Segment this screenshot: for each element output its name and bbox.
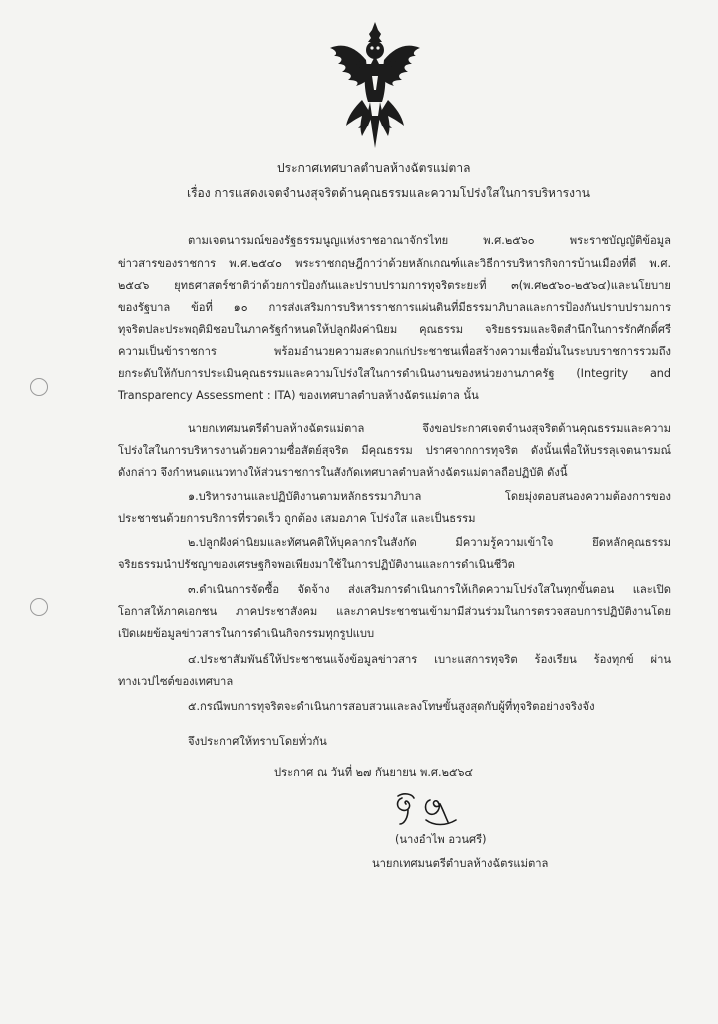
- paragraph-line: ความเป็นข้าราชการ พร้อมอำนวยความสะดวกแก่ประชาชนเพื่อสร้างความเชื่อมั่นในระบบราชการรวมถึง: [118, 345, 671, 358]
- punch-hole-icon: [30, 378, 48, 396]
- list-item: โอกาสให้ภาคเอกชน ภาคประชาสังคม และภาคประชาชนเข้ามามีส่วนร่วมในการตรวจสอบการปฏิบัติงานโดย: [118, 605, 671, 618]
- list-item: ๕.กรณีพบการทุจริตจะดำเนินการสอบสวนและลงโทษขั้นสูงสุดกับผู้ที่ทุจริตอย่างจริงจัง: [188, 700, 595, 713]
- signer-name: (นางอำไพ อวนศรี): [395, 833, 487, 846]
- paragraph-line: ดังกล่าว จึงกำหนดแนวทางให้ส่วนราชการในสังกัดเทศบาลตำบลห้างฉัตรแม่ตาลถือปฏิบัติ ดังนี้: [118, 466, 568, 479]
- handwritten-signature-icon: [390, 790, 470, 828]
- paragraph-line: Transparency Assessment : ITA) ของเทศบาลตำบลห้างฉัตรแม่ตาล นั้น: [118, 389, 479, 402]
- paragraph-line: ของรัฐบาล ข้อที่ ๑๐ การส่งเสริมการบริหารราชการแผ่นดินที่มีธรรมาภิบาลและการป้องกันปราบปรามการ: [118, 301, 671, 314]
- signer-title: นายกเทศมนตรีตำบลห้างฉัตรแม่ตาล: [372, 857, 549, 870]
- paragraph-line: ยกระดับให้กับการประเมินคุณธรรมและความโปร่งใสในการดำเนินงานของหน่วยงานภาครัฐ (Integrity and: [118, 367, 671, 380]
- paragraph-line: โปร่งใสในการบริหารงานด้วยความซื่อสัตย์สุจริต มีคุณธรรม ปราศจากการทุจริต ดังนั้นเพื่อให้บรรลุเจตนารมณ์: [118, 444, 671, 457]
- list-item: ๓.ดำเนินการจัดซื้อ จัดจ้าง ส่งเสริมการดำเนินการให้เกิดความโปร่งใสในทุกขั้นตอน และเปิด: [188, 583, 671, 596]
- document-subject: เรื่อง การแสดงเจตจำนงสุจริตด้านคุณธรรมและความโปร่งใสในการบริหารงาน: [187, 186, 590, 200]
- list-item: ประชาชนด้วยการบริการที่รวดเร็ว ถูกต้อง เสมอภาค โปร่งใส และเป็นธรรม: [118, 512, 476, 525]
- document-title: ประกาศเทศบาลตำบลห้างฉัตรแม่ตาล: [277, 161, 471, 175]
- list-item: ๑.บริหารงานและปฏิบัติงานตามหลักธรรมาภิบาล โดยมุ่งตอบสนองความต้องการของ: [188, 490, 671, 503]
- paragraph-line: ข่าวสารของราชการ พ.ศ.๒๕๔๐ พระราชกฤษฎีกาว่าด้วยหลักเกณฑ์และวิธีการบริหารกิจการบ้านเมืองที่ดี พ.ศ.: [118, 257, 671, 270]
- list-item: ทางเวปไซต์ของเทศบาล: [118, 675, 234, 688]
- paragraph-line: ๒๕๔๖ ยุทธศาสตร์ชาติว่าด้วยการป้องกันและปราบปรามการทุจริตระยะที่ ๓(พ.ศ๒๕๖๐-๒๕๖๔)และนโยบาย: [118, 279, 671, 292]
- paragraph-line: นายกเทศมนตรีตำบลห้างฉัตรแม่ตาล จึงขอประกาศเจตจำนงสุจริตด้านคุณธรรมและความ: [188, 422, 671, 435]
- list-item: จริยธรรมนำปรัชญาของเศรษฐกิจพอเพียงมาใช้ในการปฏิบัติงานและการดำเนินชีวิต: [118, 558, 515, 571]
- punch-hole-icon: [30, 598, 48, 616]
- list-item: เปิดเผยข้อมูลข่าวสารในการดำเนินกิจกรรมทุกรูปแบบ: [118, 627, 375, 640]
- paragraph-line: ทุจริตปละประพฤติมิชอบในภาครัฐกำหนดให้ปลูกฝังค่านิยม คุณธรรม จริยธรรมและจิตสำนึกในการรักศักดิ์ศรี: [118, 323, 671, 336]
- closing-text: จึงประกาศให้ทราบโดยทั่วกัน: [188, 735, 327, 748]
- garuda-emblem-icon: [326, 20, 424, 150]
- list-item: ๔.ประชาสัมพันธ์ให้ประชาชนแจ้งข้อมูลข่าวสาร เบาะแสการทุจริต ร้องเรียน ร้องทุกข์ ผ่าน: [188, 653, 671, 666]
- list-item: ๒.ปลูกฝังค่านิยมและทัศนคติให้บุคลากรในสังกัด มีความรู้ความเข้าใจ ยึดหลักคุณธรรม: [188, 536, 671, 549]
- announcement-date: ประกาศ ณ วันที่ ๒๗ กันยายน พ.ศ.๒๕๖๔: [274, 766, 473, 779]
- paragraph-line: ตามเจตนารมณ์ของรัฐธรรมนูญแห่งราชอาณาจักรไทย พ.ศ.๒๕๖๐ พระราชบัญญัติข้อมูล: [188, 234, 671, 247]
